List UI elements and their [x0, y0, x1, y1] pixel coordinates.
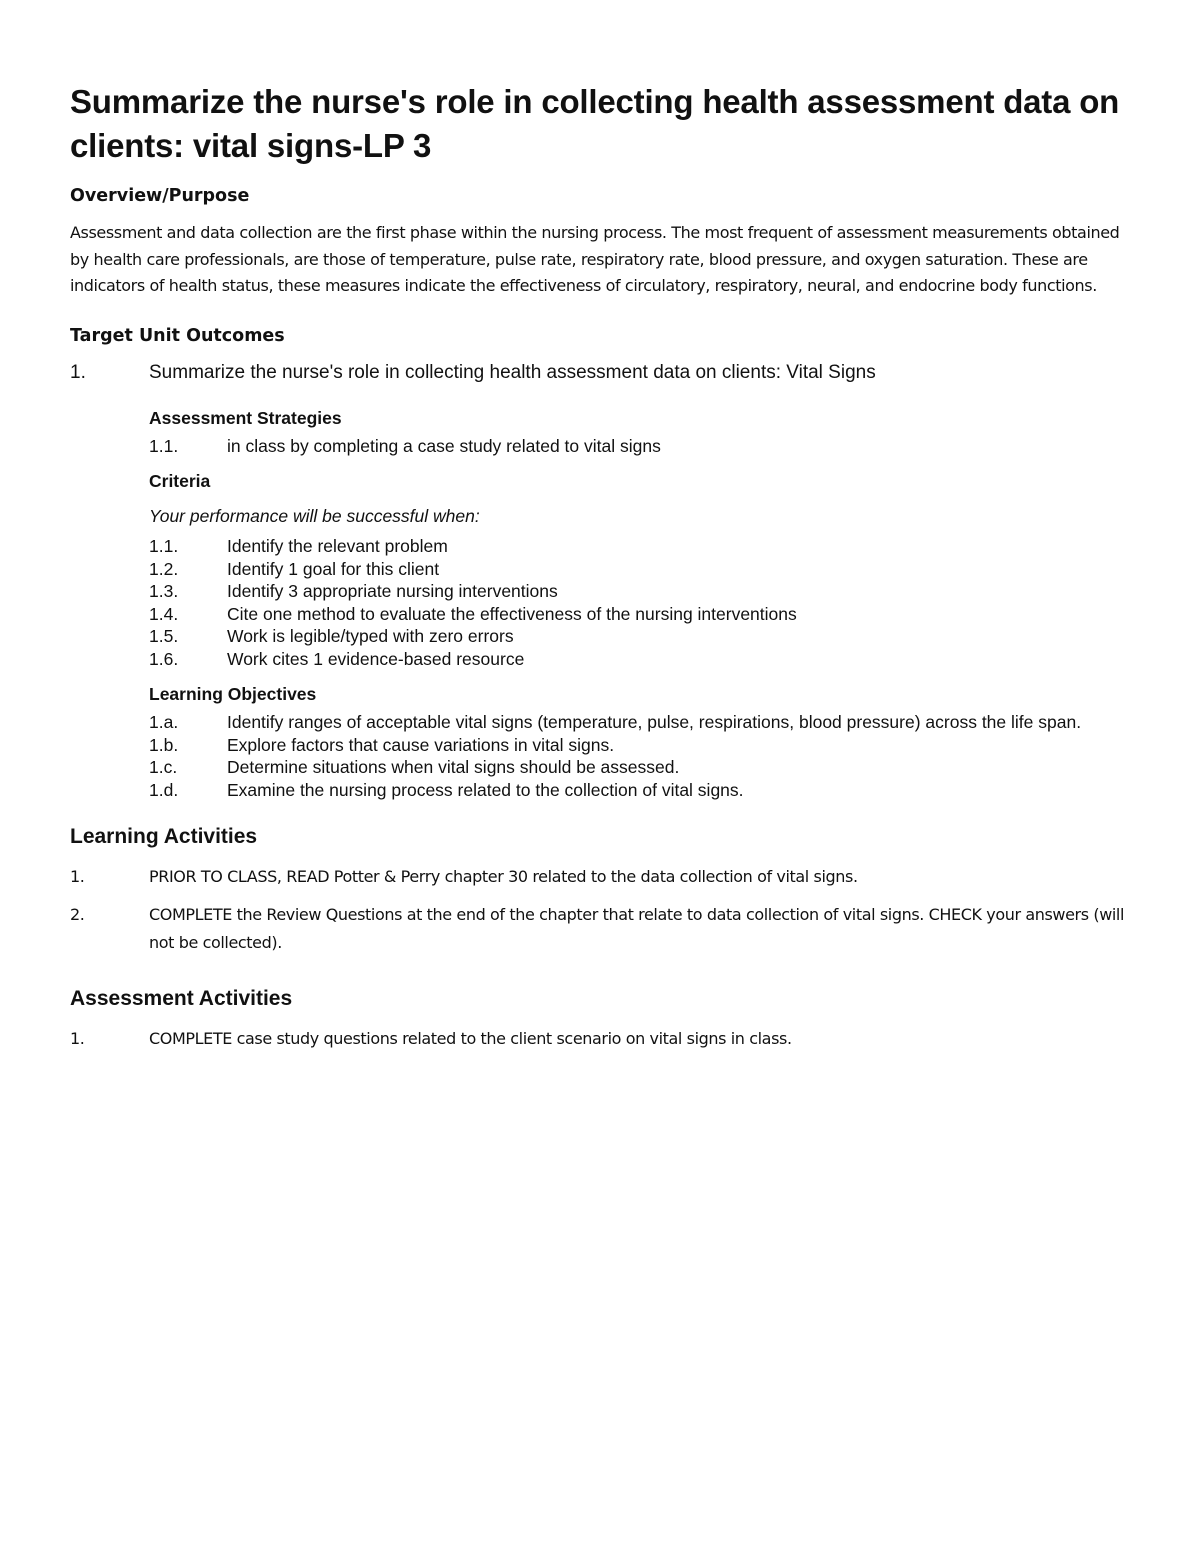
list-item	[149, 734, 1140, 757]
item-text: Identify the relevant problem	[227, 536, 448, 556]
item-number: 1.1.	[149, 435, 179, 456]
learning-activities-list	[70, 863, 1140, 957]
item-text: Identify 1 goal for this client	[227, 558, 440, 579]
item-number: 1.2.	[149, 558, 179, 579]
target-outcomes-heading: Target Unit Outcomes	[70, 325, 285, 346]
item-text: COMPLETE the Review Questions at the end of the chapter that relate to data collection of vital signs. CHECK your answers (will not be collected).	[149, 905, 1125, 952]
item-text: Determine situations when vital signs should be assessed.	[227, 757, 680, 777]
criteria-intro: Your performance will be successful when:	[149, 506, 480, 526]
learning-objectives-heading: Learning Objectives	[149, 684, 317, 704]
item-text: Examine the nursing process related to the collection of vital signs.	[227, 779, 744, 800]
overview-text: Assessment and data collection are the first phase within the nursing process. The most frequent of assessment measurements obtained by health care professionals, are those of temperature, pulse rate, respiratory rate, blood pressure, and oxygen saturation. These are indicators of health status, these measures indicate the effectiveness of circulatory, respiratory, neural, and endocrine body functions.	[70, 223, 1120, 295]
page-title: Summarize the nurse's role in collecting health assessment data on clients: vital signs-LP 3	[70, 83, 1120, 164]
item-text: Work cites 1 evidence-based resource	[227, 648, 525, 669]
outcome-details	[149, 408, 1140, 802]
overview-heading: Overview/Purpose	[70, 186, 250, 206]
item-text: Work is legible/typed with zero errors	[227, 626, 514, 646]
list-item	[70, 901, 1140, 957]
list-item	[149, 648, 1140, 671]
item-number: 2.	[70, 905, 85, 924]
item-text: Identify 3 appropriate nursing interventions	[227, 581, 558, 601]
assessment-strategies-list	[149, 435, 1140, 458]
list-item	[149, 435, 1140, 458]
item-number: 1.c.	[149, 757, 178, 777]
list-item	[149, 535, 1140, 558]
list-item	[149, 625, 1140, 648]
item-number: 1.5.	[149, 626, 179, 646]
item-number: 1.4.	[149, 603, 179, 624]
item-number: 1.6.	[149, 648, 179, 669]
assessment-strategies-heading: Assessment Strategies	[149, 407, 342, 428]
list-item	[149, 711, 1140, 734]
learning-objectives-list	[149, 711, 1140, 801]
assessment-activities-list	[70, 1025, 1140, 1053]
item-number: 1.d.	[149, 779, 179, 800]
list-item	[149, 603, 1140, 626]
list-item	[149, 580, 1140, 603]
item-text: COMPLETE case study questions related to the client scenario on vital signs in class.	[149, 1029, 792, 1048]
item-text: Cite one method to evaluate the effectiveness of the nursing interventions	[227, 603, 797, 624]
assessment-activities-heading: Assessment Activities	[70, 987, 293, 1010]
item-number: 1.1.	[149, 536, 179, 556]
outcome-number: 1.	[70, 361, 86, 383]
item-text: Explore factors that cause variations in vital signs.	[227, 734, 615, 755]
item-text: in class by completing a case study related to vital signs	[227, 435, 661, 456]
criteria-heading: Criteria	[149, 471, 211, 491]
item-number: 1.b.	[149, 734, 179, 755]
item-number: 1.	[70, 867, 85, 886]
learning-activities-heading: Learning Activities	[70, 825, 258, 848]
outcome-item	[70, 362, 1140, 384]
list-item	[70, 1025, 1140, 1053]
outcome-text: Summarize the nurse's role in collecting health assessment data on clients: Vital Signs	[149, 361, 876, 383]
item-text: Identify ranges of acceptable vital signs (temperature, pulse, respirations, blood pressure) across the life span.	[227, 712, 1082, 732]
list-item	[149, 779, 1140, 802]
item-number: 1.a.	[149, 712, 179, 732]
item-number: 1.	[70, 1029, 85, 1048]
list-item	[70, 863, 1140, 891]
item-number: 1.3.	[149, 581, 179, 601]
item-text: PRIOR TO CLASS, READ Potter & Perry chapter 30 related to the data collection of vital signs.	[149, 867, 858, 886]
list-item	[149, 756, 1140, 779]
document-page	[70, 80, 1140, 1063]
criteria-list	[149, 535, 1140, 670]
list-item	[149, 558, 1140, 581]
